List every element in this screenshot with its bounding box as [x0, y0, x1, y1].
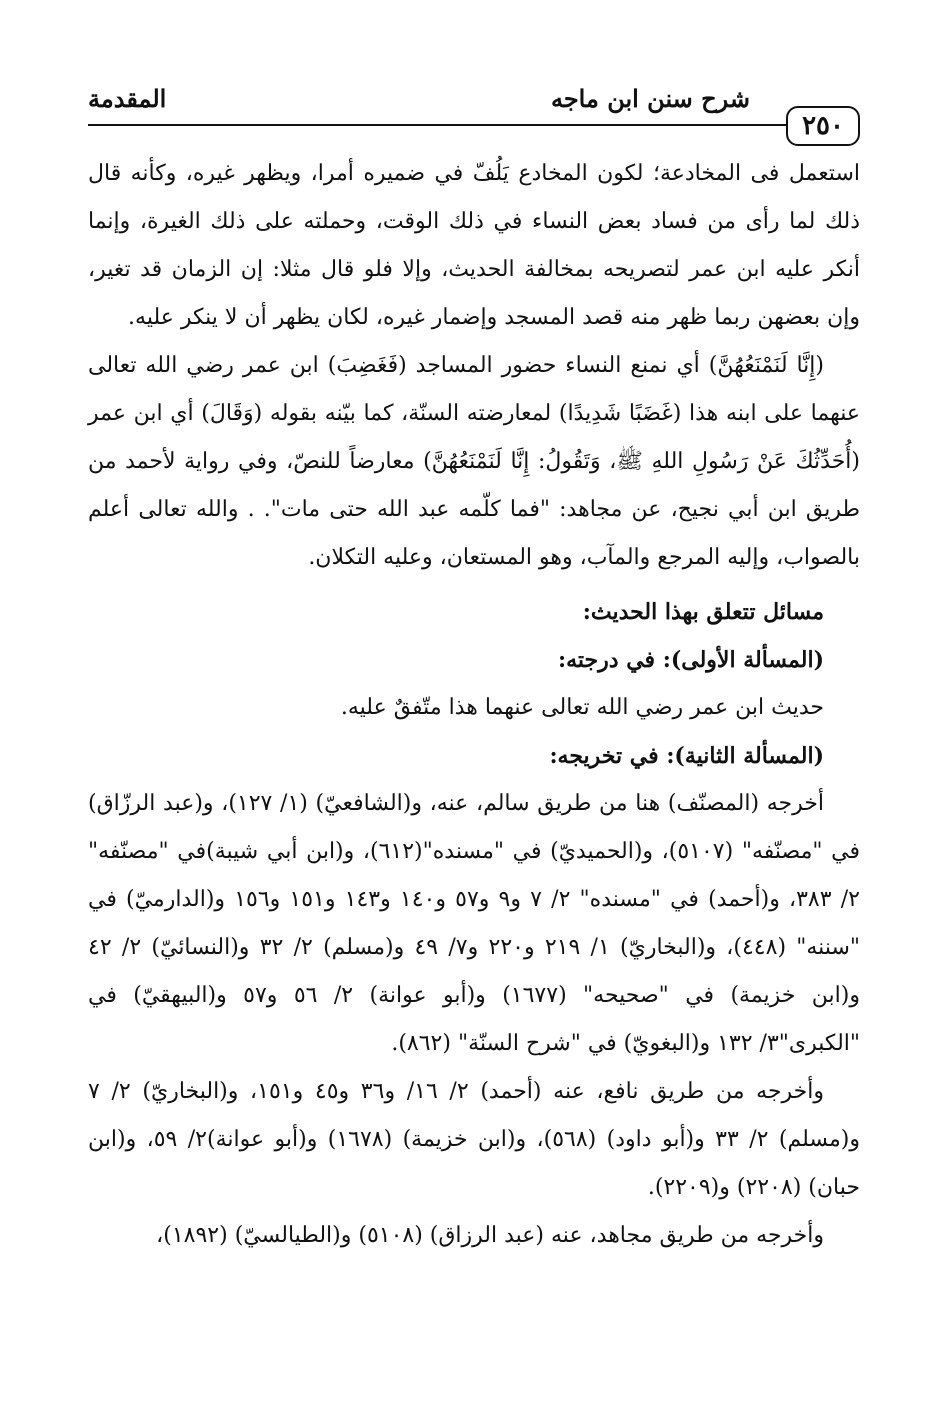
paragraph-1: استعمل فى المخادعة؛ لكون المخادع يَلُفّ في ضميره أمرا، ويظهر غيره، وكأنه قال ذلك لما رأى من فساد بعض النساء في ذلك الوقت، وحملته على ذلك الغيرة، وإنما أنكر عليه ابن عمر لتصريحه بمخالفة الحديث، وإلا فلو قال مثلا: إن الزمان قد تغير، وإن بعضهن ربما ظهر منه قصد المسجد وإضمار غيره، لكان يظهر أن لا ينكر عليه. [88, 161, 860, 330]
page-body [88, 150, 860, 1260]
page [88, 76, 860, 1260]
section-heading: مسائل تتعلق بهذا الحديث: [582, 599, 824, 625]
question-2-title: (المسألة الثانية): في تخريجه: [549, 743, 824, 769]
section-title: المقدمة [88, 84, 167, 113]
page-number: ٢٥٠ [786, 106, 860, 146]
book-title: شرح سنن ابن ماجه [550, 84, 750, 113]
paragraph-2: (إِنَّا لَنَمْنَعُهُنَّ) أي نمنع النساء حضور المساجد (فَغَضِبَ) ابن عمر رضي الله تعالى عنهما على ابنه هذا (غَضَبًا شَدِيدًا) لمعارضته السنّة، كما بيّنه بقوله (وَقَالَ) أي ابن عمر (أُحَدِّثُكَ عَنْ رَسُولِ اللهِ ﷺ، وَتَقُولُ: إِنَّا لَنَمْنَعُهُنَّ) معارضاً للنصّ، وفي رواية لأحمد من طريق ابن أبي نجيح، عن مجاهد: "فما كلّمه عبد الله حتى مات". . والله تعالى أعلم بالصواب، وإليه المرجع والمآب، وهو المستعان، وعليه التكلان. [88, 353, 860, 570]
question-1-text: حديث ابن عمر رضي الله تعالى عنهما هذا متّفقٌ عليه. [340, 695, 824, 720]
question-1-title: (المسألة الأولى): في درجته: [557, 647, 824, 673]
paragraph-5: وأخرجه من طريق مجاهد، عنه (عبد الرزاق) (٥١٠٨) و(الطيالسيّ) (١٨٩٢)، [156, 1223, 824, 1248]
paragraph-3: أخرجه (المصنّف) هنا من طريق سالم، عنه، و(الشافعيّ) (١/ ١٢٧)، و(عبد الرزّاق) في "مصنّفه" (٥١٠٧)، و(الحميديّ) في "مسنده"(٦١٢)، و(ابن أبي شيبة)في "مصنّفه" ٢/ ٣٨٣، و(أحمد) في "مسنده" ٢/ ٧ و٩ و٥٧ و١٤٠ و١٤٣ و١٥١ و١٥٦ و(الدارميّ) في "سننه" (٤٤٨)، و(البخاريّ) ١/ ٢١٩ و٢٢٠ و٧/ ٤٩ و(مسلم) ٢/ ٣٢ و(النسائيّ) ٢/ ٤٢ و(ابن خزيمة) في "صحيحه" (١٦٧٧) و(أبو عوانة) ٢/ ٥٦ و٥٧ و(البيهقيّ) في "الكبرى"٣/ ١٣٢ و(البغويّ) في "شرح السنّة" (٨٦٢). [88, 791, 861, 1056]
page-header [88, 76, 860, 141]
paragraph-4: وأخرجه من طريق نافع، عنه (أحمد) ٢/ ١٦/ و٣٦ و٤٥ و١٥١، و(البخاريّ) ٢/ ٧ و(مسلم) ٢/ ٣٣ و(أبو داود) (٥٦٨)، و(ابن خزيمة) (١٦٧٨) و(أبو عوانة)٢/ ٥٩، و(ابن حبان) (٢٢٠٨) و(٢٢٠٩). [88, 1079, 860, 1200]
